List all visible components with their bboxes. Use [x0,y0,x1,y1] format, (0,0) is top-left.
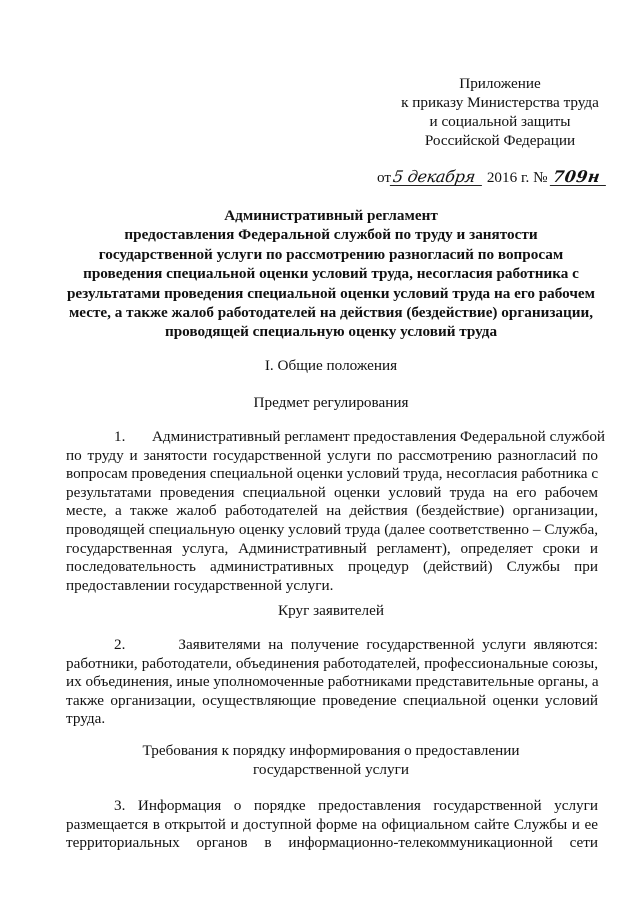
appendix-line: к приказу Министерства труда [401,94,599,111]
paragraph-line: труда. [66,710,106,728]
paragraph-line: по труду и занятости государственной услуги по рассмотрению разногласий по [66,446,598,464]
subsection-heading-line: государственной услуги [253,761,409,778]
paragraph-number: 2. [114,636,126,653]
paragraph-3 [66,797,598,853]
subsection-heading [60,741,602,779]
title-line: проведения специальной оценки условий труда, несогласия работника с [83,265,579,283]
title-line: государственной услуги по рассмотрению разногласий по вопросам [98,245,564,263]
order-prefix: от [377,169,392,186]
paragraph-2 [66,636,598,729]
appendix-block [385,74,615,150]
appendix-line: Российской Федерации [424,132,576,149]
appendix-line: Приложение [459,75,541,92]
subsection-heading-line: Требования к порядку информирования о предоставлении [142,742,520,759]
title-line: предоставления Федеральной службой по труду и занятости [124,226,538,244]
title-line: результатами проведения специальной оценки условий труда на его рабочем [66,284,596,302]
paragraph-1 [66,428,606,595]
title-line: Административный регламент [224,207,438,224]
paragraph-line: предоставлении государственной услуги. [66,576,334,594]
appendix-line: и социальной защиты [429,113,571,130]
title-line: проводящей специальную оценку условий труда [164,323,498,341]
paragraph-line: территориальных органов в информационно-телекоммуникационной сети [66,834,598,852]
order-date-number [377,168,607,188]
paragraph-line: 2. Заявителями на получение государственной услуги являются: [114,636,599,653]
paragraph-line: месте, а также жалоб работодателей на действия (бездействие) организации, [66,502,598,520]
paragraph-number: 1. [114,428,126,445]
section-heading: I. Общие положения [264,357,398,374]
paragraph-line: их объединения, иные уполномоченные работниками представительные органы, а [66,673,599,691]
paragraph-line: размещается в открытой и доступной форме на официальном сайте Службы и ее [66,815,598,833]
paragraph-line: вопросам проведения специальной оценки условий труда, несогласия работника с [66,465,599,483]
paragraph-line: также организации, осуществляющие проведение специальной оценки условий [66,691,598,709]
document-title [60,206,602,342]
paragraph-line: проводящей специальную оценку условий труда (далее соответственно – Служба, [66,520,598,538]
title-line: месте, а также жалоб работодателей на действия (бездействие) организации, [68,304,594,322]
handwritten-order-number: 709н [550,169,608,186]
subsection-heading: Круг заявителей [278,602,384,619]
handwritten-date: 5 декабря [390,169,484,186]
paragraph-line: 3. Информация о порядке предоставления государственной услуги [114,797,598,814]
paragraph-number: 3. [114,797,126,814]
order-year: 2016 г. № [486,169,548,186]
paragraph-line: 1. Административный регламент предоставления Федеральной службой [114,428,606,445]
paragraph-line: результатами проведения специальной оценки условий труда на его рабочем [66,483,598,501]
paragraph-line: последовательность административных процедур (действий) Службы при [66,558,598,576]
paragraph-line: государственная услуга, Административный регламент), определяет сроки и [66,539,598,557]
subsection-heading: Предмет регулирования [253,394,409,411]
paragraph-line: работники, работодатели, объединения работодателей, профессиональные союзы, [66,654,598,672]
